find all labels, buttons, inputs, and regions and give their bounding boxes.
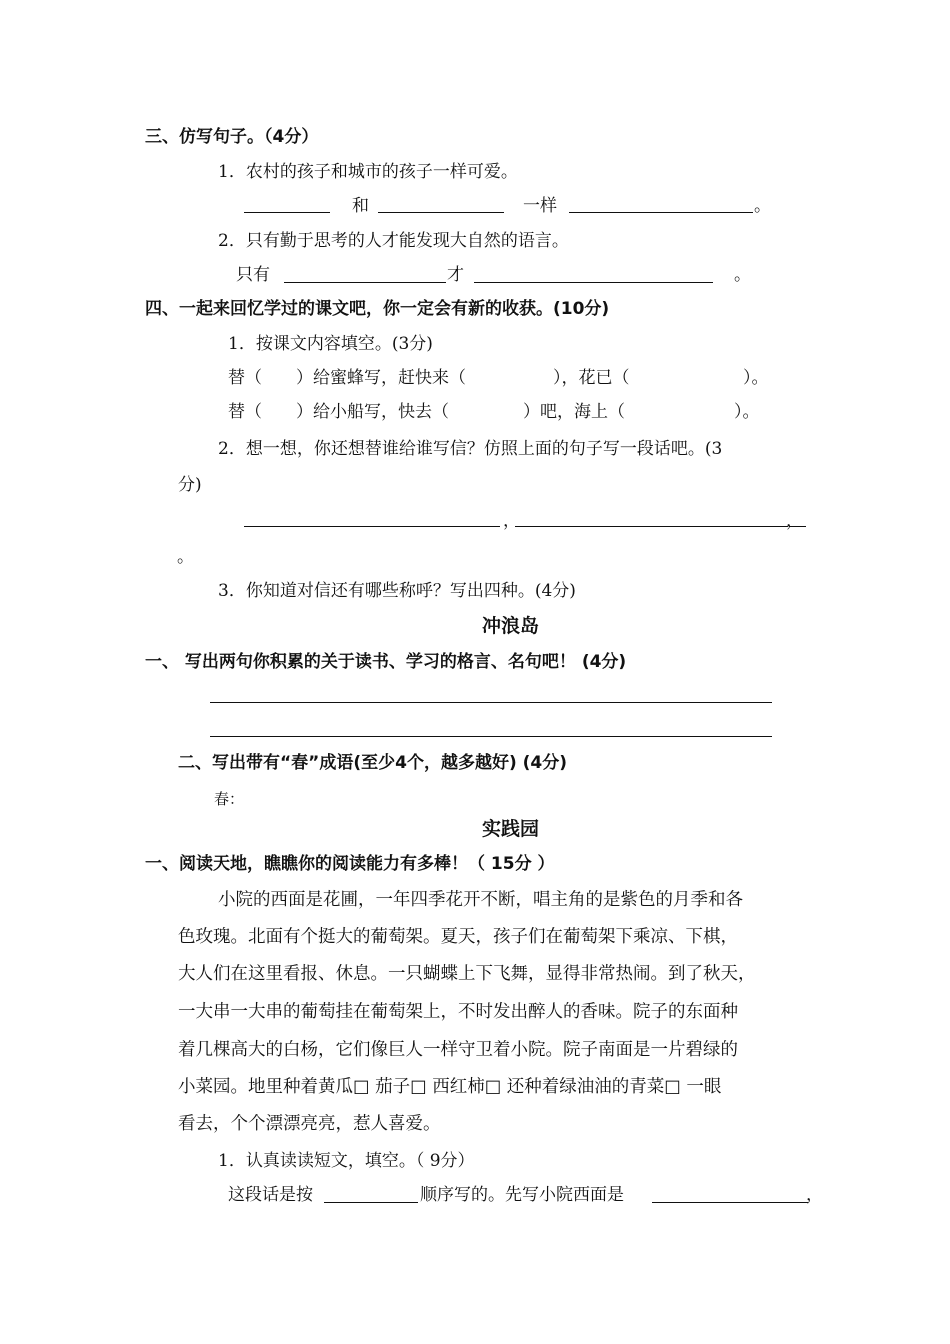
passage-line-4: 一大串一大串的葡萄挂在葡萄架上，不时发出醉人的香味。院子的东面种 — [178, 1002, 738, 1022]
passage-line-6: 小菜园。地里种着黄瓜□ 茄子□ 西红柿□ 还种着绿油油的青菜□ 一眼 — [178, 1077, 722, 1097]
s4-q1-a1: 替（ — [228, 368, 262, 388]
s3-q1-blank-2[interactable] — [378, 212, 504, 213]
s4-q1-a4: ）。 — [743, 368, 769, 388]
s3-q2-cai: 才 — [447, 265, 464, 285]
cld-q1-text: 一、 写出两句你积累的关于读书、学习的格言、名句吧！ (4分) — [145, 652, 627, 672]
shijianyuan-title: 实践园 — [482, 818, 540, 840]
cld-q2-text: 二、写出带有“春”成语(至少4个，越多越好) (4分) — [178, 753, 567, 773]
passage-line-5: 着几棵高大的白杨，它们像巨人一样守卫着小院。院子南面是一片碧绿的 — [178, 1040, 738, 1060]
s4-q2-line2: 分) — [178, 475, 202, 495]
s4-q2-blank-1[interactable] — [244, 526, 500, 527]
s3-q2-blank-2[interactable] — [474, 282, 713, 283]
s4-q2-period: 。 — [177, 547, 194, 567]
chonglangdao-title: 冲浪岛 — [482, 615, 540, 637]
s4-q1-a3: ），花已（ — [553, 368, 630, 388]
sjy-sub1-blank-1[interactable] — [324, 1202, 418, 1203]
s3-q1-text: 1．农村的孩子和城市的孩子一样可爱。 — [218, 162, 518, 182]
sjy-sub1-part-a: 这段话是按 — [228, 1185, 313, 1205]
s4-q2-comma-2: ， — [786, 511, 803, 531]
cld-q2-prefix: 春： — [214, 790, 245, 808]
s3-q1-blank-3[interactable] — [569, 212, 753, 213]
s4-q2-blank-2[interactable] — [515, 526, 788, 527]
section-3-heading: 三、仿写句子。（4分） — [145, 127, 319, 147]
cld-q1-answer-line-2[interactable] — [210, 736, 772, 737]
sjy-sub1-part-c: ， — [806, 1185, 823, 1205]
passage-line-3: 大人们在这里看报、休息。一只蝴蝶上下飞舞，显得非常热闹。到了秋天， — [178, 964, 756, 984]
passage-line-1: 小院的西面是花圃，一年四季花开不断，唱主角的是紫色的月季和各 — [218, 890, 743, 910]
s3-q1-blank-1[interactable] — [244, 212, 330, 213]
s4-q2-line1: 2．想一想，你还想替谁给谁写信？仿照上面的句子写一段话吧。(3 — [218, 439, 723, 459]
s4-q2-blank-3[interactable] — [789, 526, 806, 527]
sjy-sub1-text: 1．认真读读短文，填空。（ 9分） — [218, 1151, 475, 1171]
s4-q1-b4: ）。 — [734, 402, 760, 422]
s4-q3-text: 3．你知道对信还有哪些称呼？写出四种。(4分) — [218, 581, 576, 601]
s3-q2-blank-1[interactable] — [284, 282, 446, 283]
sjy-sub1-part-b: 顺序写的。先写小院西面是 — [420, 1185, 624, 1205]
s3-q1-he: 和 — [352, 196, 369, 216]
s3-q2-zhiyou: 只有 — [236, 265, 270, 285]
s4-q1-b3: ）吧，海上（ — [523, 402, 625, 422]
s3-q2-text: 2．只有勤于思考的人才能发现大自然的语言。 — [218, 231, 569, 251]
passage-line-7: 看去，个个漂漂亮亮，惹人喜爱。 — [178, 1114, 441, 1134]
section-4-heading: 四、一起来回忆学过的课文吧，你一定会有新的收获。(10分) — [145, 299, 610, 319]
s3-q2-end: 。 — [734, 265, 751, 285]
cld-q1-answer-line-1[interactable] — [210, 702, 772, 703]
s4-q2-comma-1: ， — [503, 511, 520, 531]
s4-q1-text: 1．按课文内容填空。(3分) — [228, 334, 433, 354]
s4-q1-a2: ）给蜜蜂写，赶快来（ — [296, 368, 466, 388]
s3-q1-yiyang: 一样 — [523, 196, 557, 216]
sjy-q1-text: 一、阅读天地，瞧瞧你的阅读能力有多棒！（ 15分 ） — [145, 854, 555, 874]
passage-line-2: 色玫瑰。北面有个挺大的葡萄架。夏天，孩子们在葡萄架下乘凉、下棋， — [178, 927, 738, 947]
s4-q1-b2: ）给小船写，快去（ — [296, 402, 449, 422]
s3-q1-end: 。 — [754, 196, 771, 216]
s4-q1-b1: 替（ — [228, 402, 262, 422]
sjy-sub1-blank-2[interactable] — [652, 1202, 808, 1203]
